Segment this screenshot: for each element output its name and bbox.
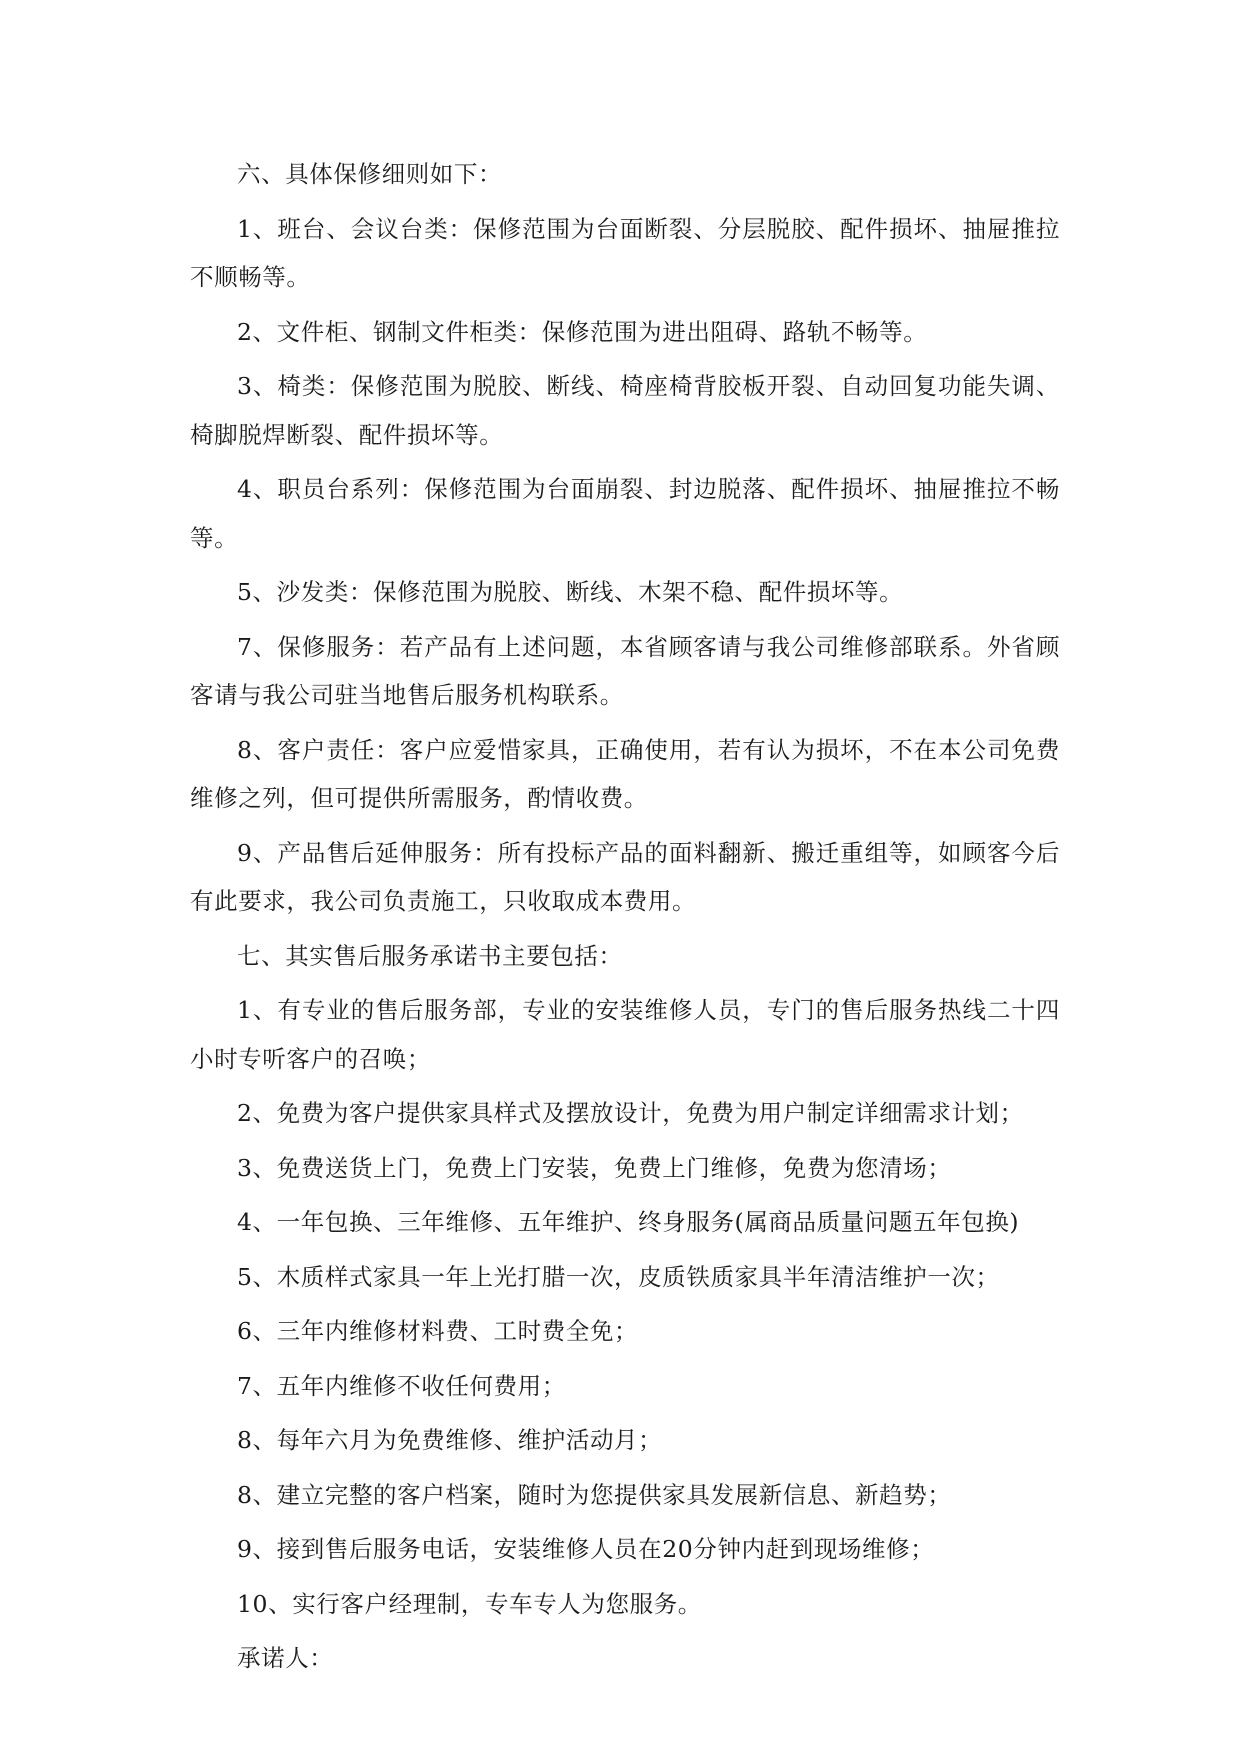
list-item: 7、保修服务：若产品有上述问题，本省顾客请与我公司维修部联系。外省顾客请与我公司驻当地售后服务机构联系。 [190,632,1060,709]
list-item: 2、免费为客户提供家具样式及摆放设计，免费为用户制定详细需求计划； [237,1099,1024,1127]
list-item: 5、木质样式家具一年上光打腊一次，皮质铁质家具半年清洁维护一次； [237,1262,1000,1291]
list-item: 10、实行客户经理制，专车专人为您服务。 [237,1589,702,1618]
list-item: 4、职员台系列：保修范围为台面崩裂、封边脱落、配件损坏、抽屉推拉不畅等。 [190,475,1060,552]
list-item: 4、一年包换、三年维修、五年维护、终身服务(属商品质量问题五年包换) [237,1208,1020,1236]
list-item: 1、有专业的售后服务部，专业的安装维修人员，专门的售后服务热线二十四小时专听客户的召唤； [190,996,1060,1073]
signature-label: 承诺人： [237,1644,334,1672]
list-item: 2、文件柜、钢制文件柜类：保修范围为进出阻碍、路轨不畅等。 [237,317,928,346]
list-item: 3、免费送货上门，免费上门安装，免费上门维修，免费为您清场； [237,1153,952,1182]
document-body [190,150,1060,1689]
list-item: 3、椅类：保修范围为脱胶、断线、椅座椅背胶板开裂、自动回复功能失调、椅脚脱焊断裂、配件损坏等。 [190,372,1060,449]
section-heading-seven: 七、其实售后服务承诺书主要包括： [237,941,623,970]
list-item: 6、三年内维修材料费、工时费全免； [237,1317,639,1345]
list-item: 9、产品售后延伸服务：所有投标产品的面料翻新、搬迁重组等，如顾客今后有此要求，我公司负责施工，只收取成本费用。 [190,838,1060,915]
list-item: 8、客户责任：客户应爱惜家具，正确使用，若有认为损坏，不在本公司免费维修之列，但可提供所需服务，酌情收费。 [190,735,1060,812]
list-item: 8、每年六月为免费维修、维护活动月； [237,1426,663,1454]
list-item: 1、班台、会议台类：保修范围为台面断裂、分层脱胶、配件损坏、抽屉推拉不顺畅等。 [190,214,1060,291]
list-item: 5、沙发类：保修范围为脱胶、断线、木架不稳、配件损坏等。 [237,578,904,606]
section-heading-six: 六、具体保修细则如下： [237,160,503,188]
list-item: 9、接到售后服务电话，安装维修人员在20分钟内赶到现场维修； [237,1535,935,1563]
list-item: 7、五年内维修不收任何费用； [237,1371,566,1400]
list-item: 8、建立完整的客户档案，随时为您提供家具发展新信息、新趋势； [237,1480,952,1509]
